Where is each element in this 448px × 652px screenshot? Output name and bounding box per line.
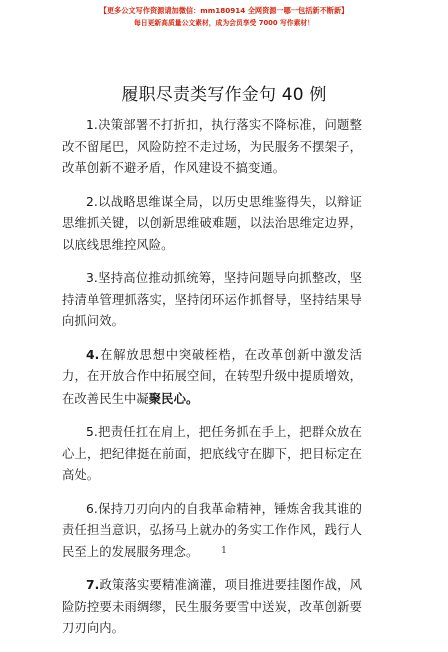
page-number: 1 [221,546,227,556]
paragraph-number: 6. [86,501,98,516]
paragraph-emphasis: 聚民心。 [148,390,199,406]
paragraph-7 [62,575,362,640]
paragraph-text: 把责任扛在肩上，把任务抓在手上，把群众放在心上，把纪律挺在前面，把底线守在脚下，把目标定在高处。 [62,425,362,482]
paragraph-number: 3. [86,271,98,285]
paragraph-number: 5. [86,425,98,439]
paragraph-text: 政策落实要精准滴灌，项目推进要挂图作战，风险防控要未雨绸缪，民生服务要雪中送炭，改革创新要刀刃向内。 [62,578,362,635]
promo-notice-line-1: 【更多公文写作资源请加微信：mm180914 全网资源一哪一包括新不断新】 [99,6,349,15]
paragraph-number: 2. [86,194,98,209]
paragraph-1 [62,115,362,180]
paragraph-5 [62,422,362,487]
paragraph-4 [62,345,362,411]
paragraph-3 [62,268,362,333]
paragraph-text: 保持刀刃向内的自我革命精神，锤炼舍我其谁的责任担当意识，弘扬马上就办的务实工作作风，践行人民至上的发展服务理念。 [62,501,362,559]
promo-notice-line-2: 每日更新高质量公文素材，成为会员享受 7000 写作素材！ [134,19,314,27]
paragraph-number: 1. [86,118,98,132]
paragraph-text: 在解放思想中突破桎梏，在改革创新中激发活力，在开放合作中拓展空间，在转型升级中提质增效，在改善民生中凝 [62,347,362,406]
paragraph-text: 决策部署不打折扣，执行落实不降标准，问题整改不留尾巴，风险防控不走过场，为民服务不摆架子，改革创新不避矛盾，作风建设不搞变通。 [62,118,362,175]
paragraph-text: 以战略思维谋全局，以历史思维鉴得失，以辩证思维抓关键，以创新思维破难题，以法治思维定边界，以底线思维控风险。 [62,194,362,252]
document-title: 履职尽责类写作金句 40 例 [121,85,327,105]
document-body [62,115,362,652]
paragraph-text: 坚持高位推动抓统筹，坚持问题导向抓整改，坚持清单管理抓落实，坚持闭环运作抓督导，坚持结果导向抓问效。 [62,271,362,328]
paragraph-number: 7. [86,578,100,592]
paragraph-2 [62,192,362,257]
paragraph-number: 4. [86,347,100,362]
